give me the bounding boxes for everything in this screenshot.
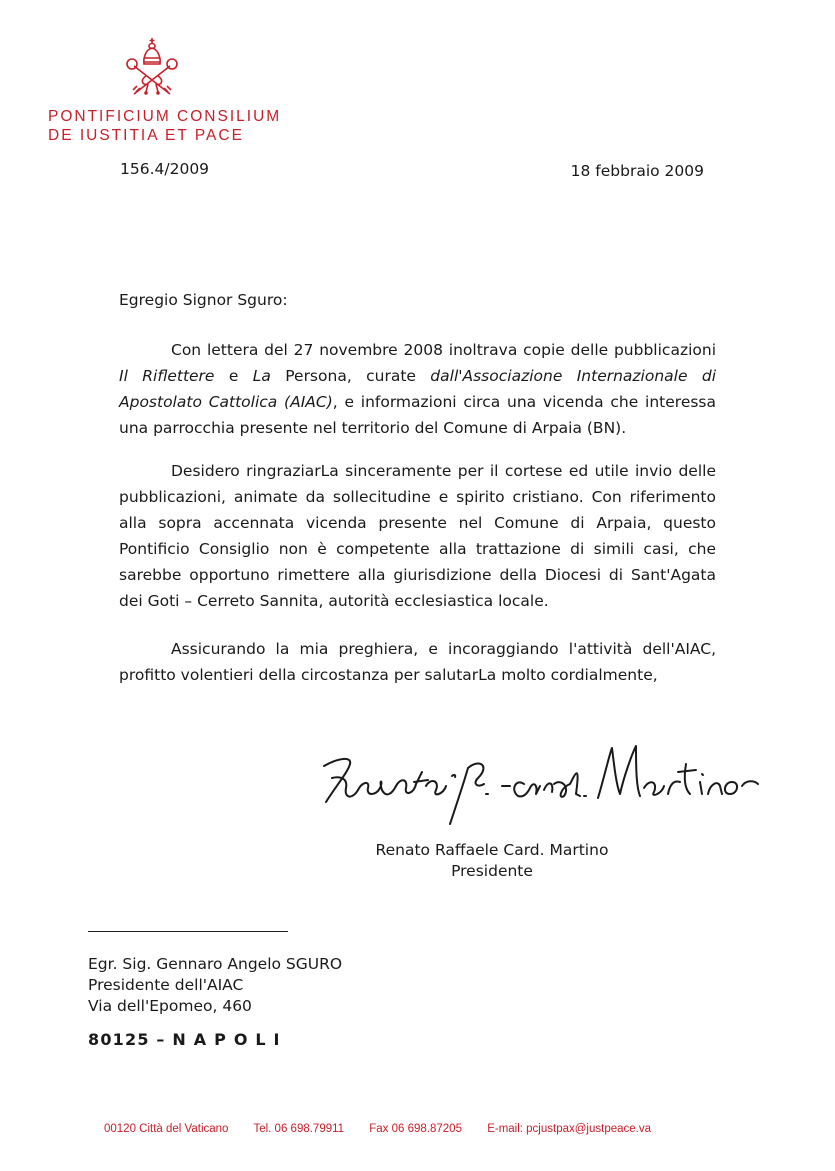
publication-title: Il Riflettere [119, 367, 215, 385]
footer-fax: Fax 06 698.87205 [369, 1123, 462, 1135]
paragraph-line: Assicurando la mia preghiera, e incoraggiando l'attività dell'AIAC, [171, 640, 716, 658]
text-fragment: e [214, 367, 253, 385]
signatory-title: Presidente [451, 862, 533, 880]
organization-name-line1: PONTIFICIUM CONSILIUM [48, 108, 282, 125]
body-paragraph-1 [119, 337, 716, 441]
paragraph-line: Pontificio Consiglio non è competente alla trattazione di simili casi, che [119, 540, 716, 558]
paragraph-line: dei Goti – Cerreto Sannita, autorità ecclesiastica locale. [119, 592, 549, 610]
paragraph-line: alla sopra accennata vicenda presente nel Comune di Arpaia, questo [119, 514, 716, 532]
papal-crest-icon [120, 36, 184, 98]
signatory-name: Renato Raffaele Card. Martino [375, 841, 609, 859]
paragraph-line: profitto volentieri della circostanza per salutarLa molto cordialmente, [119, 666, 658, 684]
text-fragment: Persona, curate [270, 367, 431, 385]
recipient-city: 80125 – N A P O L I [88, 1030, 281, 1049]
recipient-name: Egr. Sig. Gennaro Angelo SGURO [88, 955, 343, 973]
footer-telephone: Tel. 06 698.79911 [253, 1123, 345, 1135]
paragraph-line [119, 363, 716, 389]
paragraph-line: sarebbe opportuno rimettere alla giurisdizione della Diocesi di Sant'Agata [119, 566, 716, 584]
recipient-role: Presidente dell'AIAC [88, 976, 244, 994]
publication-title: La [252, 367, 271, 385]
association-name: dall'Associazione Internazionale di [430, 367, 717, 385]
paragraph-line [119, 389, 716, 415]
paragraph-line: Con lettera del 27 novembre 2008 inoltrava copie delle pubblicazioni [171, 341, 716, 359]
handwritten-signature [318, 728, 778, 828]
footer-address: 00120 Città del Vaticano [104, 1123, 229, 1135]
body-paragraph-3 [119, 636, 716, 688]
body-paragraph-2 [119, 458, 716, 614]
organization-name-line2: DE IUSTITIA ET PACE [48, 127, 244, 144]
salutation: Egregio Signor Sguro: [119, 291, 288, 309]
paragraph-line: una parrocchia presente nel territorio del Comune di Arpaia (BN). [119, 419, 627, 437]
text-fragment: , e informazioni circa una vicenda che interessa [332, 393, 717, 411]
divider-line [88, 931, 288, 932]
paragraph-line: Desidero ringraziarLa sinceramente per il cortese ed utile invio delle [171, 462, 716, 480]
recipient-street: Via dell'Epomeo, 460 [88, 997, 252, 1015]
protocol-number: 156.4/2009 [120, 160, 210, 178]
footer-email: E-mail: pcjustpax@justpeace.va [487, 1123, 651, 1135]
association-name: Apostolato Cattolica (AIAC) [119, 393, 333, 411]
paragraph-line: pubblicazioni, animate da sollecitudine e spirito cristiano. Con riferimento [119, 488, 716, 506]
letterhead-footer [104, 1123, 651, 1135]
letter-date: 18 febbraio 2009 [570, 162, 704, 180]
